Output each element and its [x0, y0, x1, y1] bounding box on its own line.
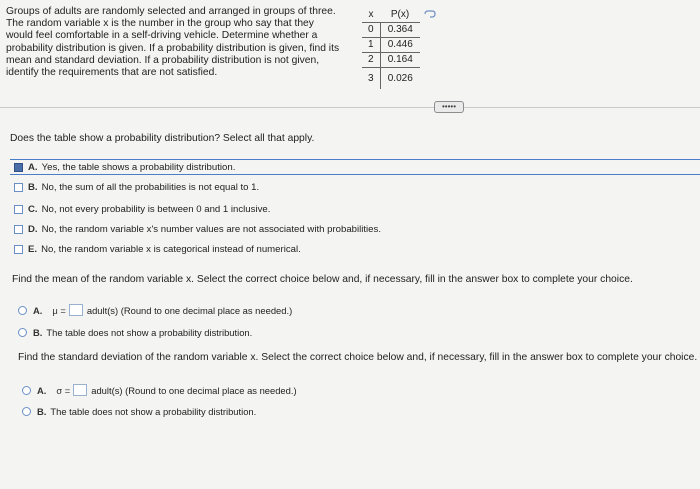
problem-line: identify the requirements that are not satisfied.	[6, 67, 218, 79]
checkbox[interactable]	[14, 183, 23, 192]
cell-x: 3	[362, 67, 380, 89]
sigma-symbol: σ =	[56, 384, 71, 396]
copy-table-icon[interactable]	[424, 9, 436, 19]
cell-px: 0.026	[380, 67, 420, 89]
checkbox[interactable]	[14, 245, 23, 254]
option-text: No, the sum of all the probabilities is not equal to 1.	[41, 182, 260, 193]
option-text: Yes, the table shows a probability distribution.	[41, 161, 236, 173]
table-row	[362, 37, 420, 52]
cell-x: 2	[362, 52, 380, 67]
radio-button[interactable]	[22, 386, 31, 395]
header-x: x	[362, 7, 380, 22]
more-button[interactable]: •••••	[434, 101, 464, 113]
question-2-prompt: Find the mean of the random variable x. Select the correct choice below and, if necessary, fill in the answer box to complete your choice.	[12, 274, 633, 285]
problem-line: probability distribution is given. If a probability distribution is given, find its	[6, 42, 340, 54]
option-letter: B.	[28, 182, 38, 193]
cell-px: 0.364	[380, 22, 420, 37]
cell-x: 0	[362, 22, 380, 37]
mean-option-a[interactable]	[18, 303, 292, 317]
cell-x: 1	[362, 37, 380, 52]
option-text: No, the random variable x's number values are not associated with probabilities.	[41, 224, 381, 235]
sd-option-b[interactable]	[22, 404, 256, 418]
table-row	[362, 52, 420, 67]
option-text: No, not every probability is between 0 and 1 inclusive.	[41, 204, 271, 215]
radio-button[interactable]	[18, 306, 27, 315]
cell-px: 0.446	[380, 37, 420, 52]
option-letter: C.	[28, 204, 38, 215]
option-text: adult(s) (Round to one decimal place as needed.)	[86, 304, 293, 316]
checkbox[interactable]	[14, 225, 23, 234]
option-letter: E.	[28, 244, 38, 255]
question-3-prompt: Find the standard deviation of the random variable x. Select the correct choice below and, if necessary, fill in the answer box to complete your choice.	[18, 352, 698, 363]
option-text: The table does not show a probability distribution.	[50, 405, 257, 417]
section-divider	[0, 107, 700, 108]
problem-line: mean and standard deviation. If a probability distribution is not given,	[6, 54, 320, 66]
option-letter: A.	[33, 304, 43, 316]
mu-symbol: μ =	[52, 304, 66, 316]
option-text: adult(s) (Round to one decimal place as needed.)	[91, 384, 297, 396]
table-row	[362, 67, 420, 89]
cell-px: 0.164	[380, 52, 420, 67]
checkbox[interactable]	[14, 205, 23, 214]
table-header-row	[362, 7, 420, 22]
problem-statement	[6, 6, 356, 79]
option-c[interactable]	[14, 202, 270, 217]
option-letter: A.	[37, 384, 47, 396]
option-letter: D.	[28, 224, 38, 235]
header-px: P(x)	[380, 7, 420, 22]
table-row	[362, 22, 420, 37]
option-letter: B.	[33, 326, 43, 338]
option-b[interactable]	[14, 180, 259, 195]
radio-button[interactable]	[18, 328, 27, 337]
option-e[interactable]	[14, 242, 301, 257]
option-d[interactable]	[14, 222, 381, 237]
question-1-prompt: Does the table show a probability distribution? Select all that apply.	[10, 133, 315, 144]
option-letter: B.	[37, 405, 47, 417]
mean-answer-box[interactable]	[69, 304, 83, 316]
option-letter: A.	[28, 161, 38, 173]
sd-answer-box[interactable]	[73, 384, 87, 396]
option-a[interactable]	[10, 159, 700, 175]
probability-table	[362, 7, 420, 89]
option-text: No, the random variable x is categorical instead of numerical.	[41, 244, 301, 255]
problem-line: The random variable x is the number in the group who say that they	[6, 18, 314, 30]
checkbox-checked[interactable]	[14, 163, 23, 172]
problem-line: Groups of adults are randomly selected and arranged in groups of three.	[6, 6, 336, 17]
mean-option-b[interactable]	[18, 325, 252, 339]
radio-button[interactable]	[22, 407, 31, 416]
sd-option-a[interactable]	[22, 383, 297, 397]
option-text: The table does not show a probability distribution.	[46, 326, 253, 338]
problem-line: would feel comfortable in a self-driving vehicle. Determine whether a	[6, 30, 318, 42]
